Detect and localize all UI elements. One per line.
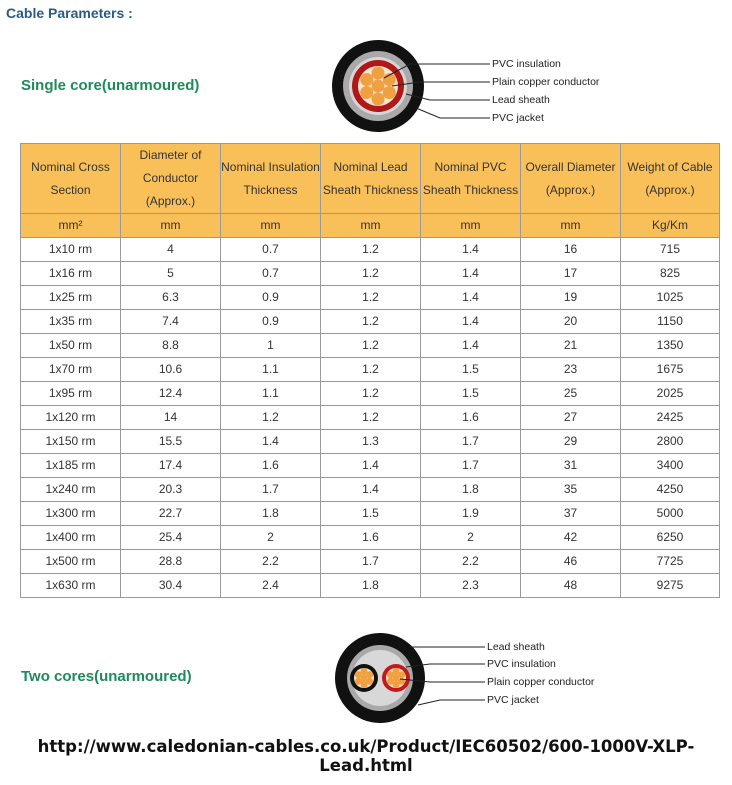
table-cell: 22.7	[121, 502, 221, 526]
table-cell: 1.2	[321, 286, 421, 310]
table-cell: 20.3	[121, 478, 221, 502]
table-cell: 1.1	[221, 358, 321, 382]
table-cell: 1x500 rm	[21, 550, 121, 574]
table-cell: 48	[521, 574, 621, 598]
two-cores-title: Two cores(unarmoured)	[21, 668, 192, 685]
column-header: Nominal Insulation Thickness	[221, 144, 321, 214]
table-row	[21, 454, 720, 478]
table-row	[21, 502, 720, 526]
source-url: http://www.caledonian-cables.co.uk/Product/IEC60502/600-1000V-XLP-Lead.html	[37, 737, 695, 775]
table-cell: 1.4	[421, 310, 521, 334]
table-cell: 6.3	[121, 286, 221, 310]
table-row	[21, 238, 720, 262]
table-cell: 7.4	[121, 310, 221, 334]
table-cell: 1.7	[221, 478, 321, 502]
table-row	[21, 382, 720, 406]
table-cell: 1.8	[221, 502, 321, 526]
table-cell: 1x630 rm	[21, 574, 121, 598]
callout-pvc-insulation: PVC insulation	[492, 58, 561, 70]
table-cell: 2.4	[221, 574, 321, 598]
table-cell: 8.8	[121, 334, 221, 358]
table-cell: 1.7	[421, 430, 521, 454]
table-cell: 21	[521, 334, 621, 358]
table-cell: 2.3	[421, 574, 521, 598]
column-unit: mm²	[21, 214, 121, 238]
table-cell: 1675	[621, 358, 720, 382]
table-cell: 1.5	[421, 358, 521, 382]
column-header: Nominal Lead Sheath Thickness	[321, 144, 421, 214]
column-unit: mm	[221, 214, 321, 238]
table-cell: 1x50 rm	[21, 334, 121, 358]
callout-pvc-insulation-2c: PVC insulation	[487, 658, 556, 670]
column-unit: mm	[521, 214, 621, 238]
column-unit: mm	[121, 214, 221, 238]
table-row	[21, 334, 720, 358]
callout-pvc-jacket: PVC jacket	[492, 112, 544, 124]
table-cell: 1.1	[221, 382, 321, 406]
callout-plain-copper-conductor: Plain copper conductor	[492, 76, 600, 88]
table-cell: 1.4	[421, 238, 521, 262]
table-cell: 1.2	[321, 310, 421, 334]
column-header: Overall Diameter (Approx.)	[521, 144, 621, 214]
table-cell: 31	[521, 454, 621, 478]
table-cell: 1.8	[421, 478, 521, 502]
table-cell: 1x120 rm	[21, 406, 121, 430]
table-units-row	[21, 214, 720, 238]
table-cell: 1x10 rm	[21, 238, 121, 262]
table-cell: 15.5	[121, 430, 221, 454]
table-cell: 1.2	[321, 262, 421, 286]
table-cell: 825	[621, 262, 720, 286]
table-cell: 4	[121, 238, 221, 262]
table-cell: 1.4	[421, 286, 521, 310]
table-cell: 10.6	[121, 358, 221, 382]
table-cell: 29	[521, 430, 621, 454]
table-cell: 1.8	[321, 574, 421, 598]
table-cell: 27	[521, 406, 621, 430]
table-cell: 0.9	[221, 286, 321, 310]
table-row	[21, 574, 720, 598]
table-cell: 1x70 rm	[21, 358, 121, 382]
table-cell: 2.2	[221, 550, 321, 574]
table-cell: 1.4	[321, 454, 421, 478]
table-row	[21, 550, 720, 574]
table-cell: 1x95 rm	[21, 382, 121, 406]
table-cell: 1.6	[321, 526, 421, 550]
table-cell: 1.4	[421, 262, 521, 286]
table-cell: 1.2	[321, 358, 421, 382]
table-cell: 28.8	[121, 550, 221, 574]
column-unit: mm	[421, 214, 521, 238]
column-header: Diameter of Conductor (Approx.)	[121, 144, 221, 214]
table-cell: 17	[521, 262, 621, 286]
table-cell: 2	[221, 526, 321, 550]
table-cell: 2025	[621, 382, 720, 406]
table-cell: 20	[521, 310, 621, 334]
two-core-cable-diagram	[330, 627, 620, 727]
page-title: Cable Parameters :	[6, 5, 133, 21]
single-core-cable-diagram	[330, 36, 620, 136]
table-row	[21, 406, 720, 430]
table-cell: 1.2	[321, 382, 421, 406]
callout-lead-sheath-2c: Lead sheath	[487, 641, 545, 653]
table-cell: 1	[221, 334, 321, 358]
table-cell: 25	[521, 382, 621, 406]
table-cell: 7725	[621, 550, 720, 574]
table-cell: 1.9	[421, 502, 521, 526]
table-cell: 17.4	[121, 454, 221, 478]
table-cell: 1x240 rm	[21, 478, 121, 502]
table-cell: 5	[121, 262, 221, 286]
table-row	[21, 262, 720, 286]
table-cell: 1.4	[221, 430, 321, 454]
table-cell: 1.5	[321, 502, 421, 526]
table-cell: 1x35 rm	[21, 310, 121, 334]
table-cell: 23	[521, 358, 621, 382]
callout-lead-sheath: Lead sheath	[492, 94, 550, 106]
table-cell: 6250	[621, 526, 720, 550]
table-cell: 14	[121, 406, 221, 430]
table-body	[21, 238, 720, 598]
table-cell: 715	[621, 238, 720, 262]
table-cell: 1.4	[421, 334, 521, 358]
table-cell: 0.7	[221, 262, 321, 286]
table-cell: 1150	[621, 310, 720, 334]
table-cell: 1x300 rm	[21, 502, 121, 526]
single-core-title: Single core(unarmoured)	[21, 77, 200, 94]
table-cell: 1x185 rm	[21, 454, 121, 478]
table-cell: 2.2	[421, 550, 521, 574]
table-header-row	[21, 144, 720, 214]
table-row	[21, 526, 720, 550]
table-cell: 1.2	[321, 238, 421, 262]
table-cell: 0.7	[221, 238, 321, 262]
column-unit: mm	[321, 214, 421, 238]
column-header: Weight of Cable (Approx.)	[621, 144, 720, 214]
table-cell: 2	[421, 526, 521, 550]
table-row	[21, 430, 720, 454]
table-cell: 1x25 rm	[21, 286, 121, 310]
table-cell: 46	[521, 550, 621, 574]
table-cell: 1.2	[321, 406, 421, 430]
table-row	[21, 478, 720, 502]
table-cell: 1x16 rm	[21, 262, 121, 286]
table-cell: 2425	[621, 406, 720, 430]
table-cell: 1350	[621, 334, 720, 358]
table-cell: 1025	[621, 286, 720, 310]
table-cell: 1.2	[321, 334, 421, 358]
table-cell: 3400	[621, 454, 720, 478]
table-cell: 4250	[621, 478, 720, 502]
table-cell: 1.6	[421, 406, 521, 430]
table-cell: 1x150 rm	[21, 430, 121, 454]
table-row	[21, 286, 720, 310]
callout-pvc-jacket-2c: PVC jacket	[487, 694, 539, 706]
table-cell: 2800	[621, 430, 720, 454]
table-row	[21, 358, 720, 382]
column-header: Nominal PVC Sheath Thickness	[421, 144, 521, 214]
table-cell: 1.5	[421, 382, 521, 406]
table-cell: 9275	[621, 574, 720, 598]
table-cell: 30.4	[121, 574, 221, 598]
table-cell: 25.4	[121, 526, 221, 550]
table-cell: 1.7	[321, 550, 421, 574]
table-cell: 16	[521, 238, 621, 262]
cable-parameters-table	[20, 143, 720, 598]
callout-plain-copper-conductor-2c: Plain copper conductor	[487, 676, 595, 688]
table-cell: 35	[521, 478, 621, 502]
table-cell: 1.4	[321, 478, 421, 502]
table-cell: 1.3	[321, 430, 421, 454]
table-row	[21, 310, 720, 334]
table-cell: 12.4	[121, 382, 221, 406]
table-cell: 1x400 rm	[21, 526, 121, 550]
table-cell: 1.7	[421, 454, 521, 478]
column-header: Nominal Cross Section	[21, 144, 121, 214]
table-cell: 1.2	[221, 406, 321, 430]
table-cell: 5000	[621, 502, 720, 526]
table-cell: 19	[521, 286, 621, 310]
table-cell: 0.9	[221, 310, 321, 334]
column-unit: Kg/Km	[621, 214, 720, 238]
table-cell: 42	[521, 526, 621, 550]
table-cell: 37	[521, 502, 621, 526]
table-cell: 1.6	[221, 454, 321, 478]
